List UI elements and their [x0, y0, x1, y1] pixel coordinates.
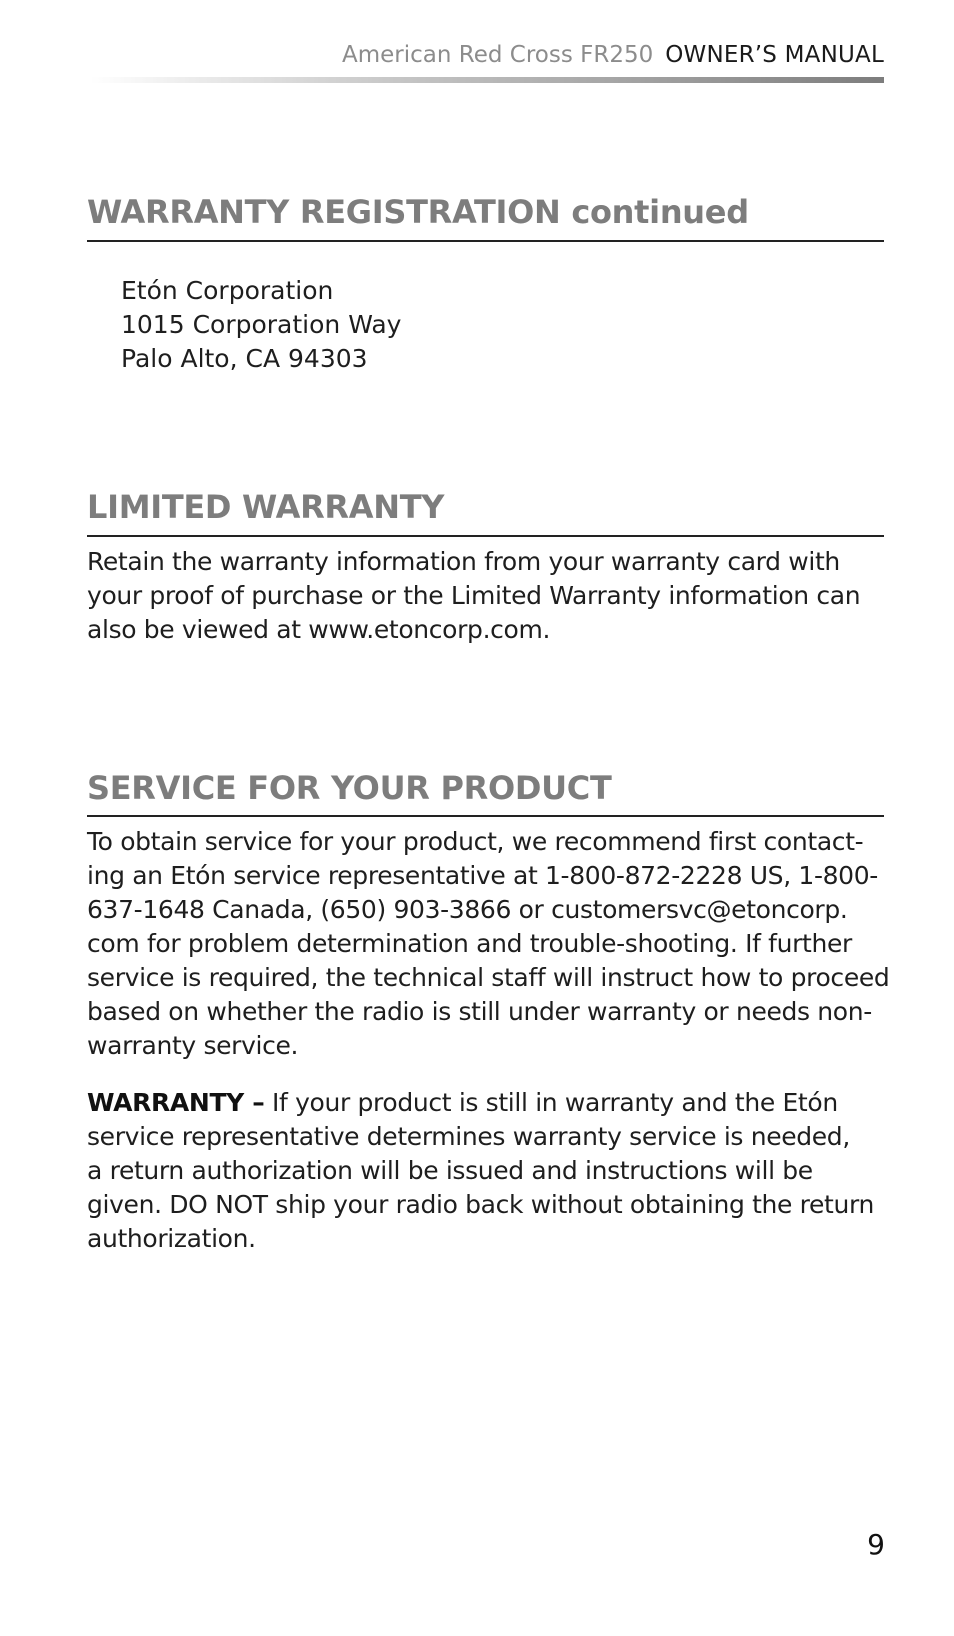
text-line: warranty service. [87, 1031, 299, 1060]
text-line: To obtain service for your product, we recommend first contact- [87, 827, 864, 856]
header-rule [90, 77, 884, 83]
text-line: service representative determines warranty service is needed, [87, 1122, 850, 1151]
text-line: ing an Etón service representative at 1-800-872-2228 US, 1-800- [87, 861, 878, 890]
text-line: a return authorization will be issued and instructions will be [87, 1156, 813, 1185]
address-line: Palo Alto, CA 94303 [121, 344, 368, 373]
address-line: Etón Corporation [121, 276, 334, 305]
limited-warranty-rule [87, 535, 884, 537]
limited-warranty-title: LIMITED WARRANTY [87, 488, 445, 526]
text-line: authorization. [87, 1224, 256, 1253]
limited-warranty-text [87, 545, 897, 647]
text-line: based on whether the radio is still under warranty or needs non- [87, 997, 872, 1026]
text-line: 637-1648 Canada, (650) 903-3866 or customersvc@etoncorp. [87, 895, 848, 924]
text-line: service is required, the technical staff will instruct how to proceed [87, 963, 890, 992]
header-product-name: American Red Cross FR250 [341, 42, 654, 68]
service-rule [87, 815, 884, 817]
text-fragment: If your product is still in warranty and the Etón [264, 1088, 838, 1117]
page-number: 9 [867, 1528, 885, 1561]
warranty-service-text [87, 1086, 897, 1256]
service-title: SERVICE FOR YOUR PRODUCT [87, 769, 612, 807]
company-address [121, 274, 401, 376]
header-manual-label: OWNER’S MANUAL [665, 42, 884, 68]
warranty-registration-title: WARRANTY REGISTRATION continued [87, 193, 749, 231]
text-line: also be viewed at www.etoncorp.com. [87, 615, 551, 644]
warranty-label: WARRANTY – [87, 1088, 265, 1117]
text-line: com for problem determination and trouble-shooting. If further [87, 929, 852, 958]
address-line: 1015 Corporation Way [121, 310, 402, 339]
warranty-registration-rule [87, 240, 884, 242]
running-header [342, 42, 884, 68]
service-text [87, 825, 897, 1063]
text-line [87, 1086, 897, 1120]
text-line: your proof of purchase or the Limited Warranty information can [87, 581, 861, 610]
text-line: Retain the warranty information from your warranty card with [87, 547, 840, 576]
text-line: given. DO NOT ship your radio back without obtaining the return [87, 1190, 874, 1219]
